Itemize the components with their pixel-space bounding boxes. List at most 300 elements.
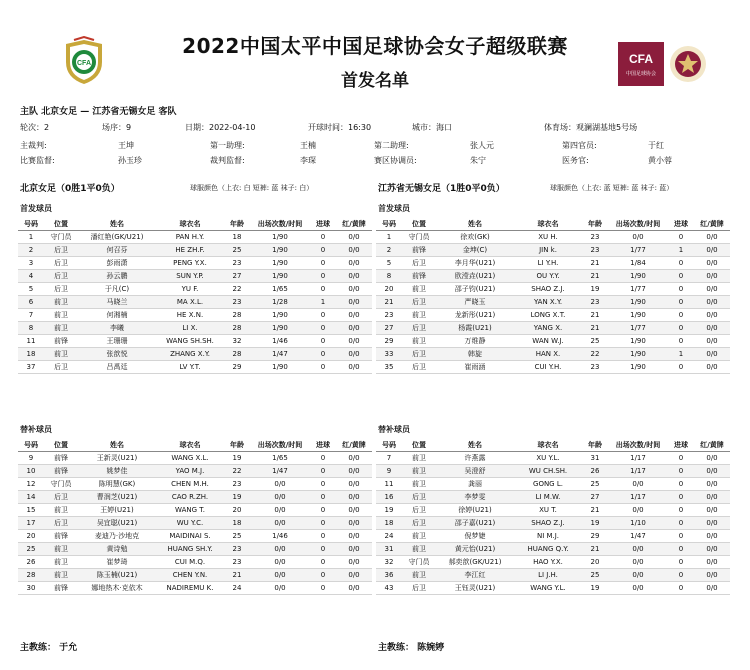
goals-cell: 0	[310, 283, 336, 296]
goals-cell: 0	[310, 257, 336, 270]
player-name-cell: 龙新彤(U21)	[436, 309, 514, 322]
appearances-cell: 1/90	[608, 335, 668, 348]
cards-cell: 0/0	[694, 543, 730, 556]
cards-cell: 0/0	[694, 231, 730, 244]
page-title: 2022中国太平中国足球协会女子超级联赛	[182, 34, 568, 58]
fourth-official-value: 于红	[648, 141, 664, 150]
position-cell: 前卫	[402, 335, 436, 348]
goals-cell: 0	[310, 478, 336, 491]
venue-info: 体育场：观澜湖基地5号场	[544, 123, 638, 132]
table-row	[376, 517, 730, 530]
shirt-name-cell: HAO Y.X.	[514, 556, 582, 569]
goals-cell: 0	[668, 465, 694, 478]
position-cell: 前锋	[402, 244, 436, 257]
goals-cell: 0	[668, 543, 694, 556]
position-cell: 前卫	[44, 569, 78, 582]
player-name-cell: 吴宜聪(U21)	[78, 517, 156, 530]
shirt-name-cell: YANG X.	[514, 322, 582, 335]
ar1-label: 第一助理:	[210, 141, 245, 150]
player-name-cell: 吴澄舒	[436, 465, 514, 478]
player-name-cell: 许燕露	[436, 452, 514, 465]
age-cell: 20	[582, 556, 608, 569]
goals-cell: 0	[310, 569, 336, 582]
goals-cell: 0	[310, 556, 336, 569]
position-cell: 前卫	[44, 556, 78, 569]
age-cell: 31	[582, 452, 608, 465]
jersey-number-cell: 3	[18, 257, 44, 270]
position-cell: 前卫	[402, 465, 436, 478]
age-cell: 29	[224, 361, 250, 374]
appearances-cell: 0/0	[250, 478, 310, 491]
cards-cell: 0/0	[336, 491, 372, 504]
age-cell: 21	[582, 270, 608, 283]
cards-cell: 0/0	[694, 491, 730, 504]
table-row	[18, 556, 372, 569]
appearances-cell: 1/90	[250, 244, 310, 257]
goals-cell: 0	[310, 348, 336, 361]
age-cell: 32	[224, 335, 250, 348]
jersey-number-cell: 18	[18, 348, 44, 361]
goals-cell: 0	[668, 517, 694, 530]
cards-cell: 0/0	[336, 231, 372, 244]
date-info: 日期：2022-04-10	[185, 123, 256, 132]
position-cell: 前卫	[44, 322, 78, 335]
shirt-name-cell: LI M.W.	[514, 491, 582, 504]
column-header-appearances: 出场次数/时间	[608, 218, 668, 231]
age-cell: 23	[224, 257, 250, 270]
shirt-name-cell: SUN Y.P.	[156, 270, 224, 283]
jersey-number-cell: 20	[376, 283, 402, 296]
position-cell: 前卫	[402, 283, 436, 296]
age-cell: 24	[224, 582, 250, 595]
goals-cell: 0	[668, 283, 694, 296]
jersey-number-cell: 12	[18, 478, 44, 491]
cards-cell: 0/0	[694, 569, 730, 582]
appearances-cell: 1/77	[608, 322, 668, 335]
home-subs-table	[18, 439, 372, 595]
shirt-name-cell: WANG SH.SH.	[156, 335, 224, 348]
jersey-number-cell: 33	[376, 348, 402, 361]
player-name-cell: 邵子嘉(U21)	[436, 517, 514, 530]
age-cell: 18	[224, 231, 250, 244]
cards-cell: 0/0	[336, 335, 372, 348]
position-cell: 守门员	[44, 478, 78, 491]
shirt-name-cell: HE X.N.	[156, 309, 224, 322]
player-name-cell: 何湘楠	[78, 309, 156, 322]
column-header-player-name: 姓名	[78, 439, 156, 452]
goals-cell: 0	[668, 322, 694, 335]
player-name-cell: 万维静	[436, 335, 514, 348]
goals-cell: 0	[668, 556, 694, 569]
ar1-value: 王楠	[300, 141, 316, 150]
jersey-number-cell: 8	[18, 322, 44, 335]
jersey-number-cell: 6	[18, 296, 44, 309]
player-name-cell: 徐欢(GK)	[436, 231, 514, 244]
shirt-name-cell: HUANG Q.Y.	[514, 543, 582, 556]
appearances-cell: 0/0	[608, 569, 668, 582]
ar2-value: 张人元	[470, 141, 494, 150]
cards-cell: 0/0	[694, 348, 730, 361]
player-name-cell: 李月华(U21)	[436, 257, 514, 270]
appearances-cell: 1/77	[608, 244, 668, 257]
shirt-name-cell: YAO M.J.	[156, 465, 224, 478]
cards-cell: 0/0	[694, 335, 730, 348]
column-header-goals: 进球	[310, 218, 336, 231]
column-header-position: 位置	[44, 218, 78, 231]
ar2-label: 第二助理:	[374, 141, 409, 150]
player-name-cell: 李梦雯	[436, 491, 514, 504]
shirt-name-cell: MAIDINAI S.	[156, 530, 224, 543]
appearances-cell: 1/90	[250, 257, 310, 270]
column-header-age: 年龄	[582, 439, 608, 452]
age-cell: 23	[224, 296, 250, 309]
position-cell: 前锋	[44, 452, 78, 465]
supervisor-value: 孙玉珍	[118, 156, 142, 165]
jersey-number-cell: 11	[376, 478, 402, 491]
cards-cell: 0/0	[336, 478, 372, 491]
shirt-name-cell: CHEN M.H.	[156, 478, 224, 491]
player-name-cell: 李曦	[78, 322, 156, 335]
cards-cell: 0/0	[336, 244, 372, 257]
age-cell: 26	[582, 465, 608, 478]
shirt-name-cell: XU T.	[514, 504, 582, 517]
jersey-number-cell: 35	[376, 361, 402, 374]
shirt-name-cell: HUANG SH.Y.	[156, 543, 224, 556]
cards-cell: 0/0	[694, 257, 730, 270]
position-cell: 守门员	[44, 231, 78, 244]
appearances-cell: 0/0	[250, 543, 310, 556]
shirt-name-cell: WANG X.L.	[156, 452, 224, 465]
cards-cell: 0/0	[694, 582, 730, 595]
position-cell: 后卫	[402, 582, 436, 595]
jersey-number-cell: 5	[18, 283, 44, 296]
position-cell: 后卫	[402, 322, 436, 335]
player-name-cell: 娜地热木·克依木	[78, 582, 156, 595]
player-name-cell: 黄诗勉	[78, 543, 156, 556]
appearances-cell: 0/0	[250, 491, 310, 504]
jersey-number-cell: 15	[18, 504, 44, 517]
column-header-age: 年龄	[224, 439, 250, 452]
position-cell: 前卫	[402, 543, 436, 556]
column-header-appearances: 出场次数/时间	[608, 439, 668, 452]
jersey-number-cell: 27	[376, 322, 402, 335]
position-cell: 后卫	[402, 296, 436, 309]
position-cell: 前锋	[44, 465, 78, 478]
age-cell: 20	[224, 504, 250, 517]
jersey-number-cell: 2	[376, 244, 402, 257]
appearances-cell: 1/65	[250, 283, 310, 296]
column-header-jersey-number: 号码	[18, 218, 44, 231]
age-cell: 23	[582, 361, 608, 374]
table-row	[18, 504, 372, 517]
age-cell: 19	[224, 452, 250, 465]
age-cell: 23	[224, 543, 250, 556]
table-row	[376, 465, 730, 478]
cfa-logo-left-text: CFA	[77, 60, 91, 67]
table-row	[376, 556, 730, 569]
home-kit-colors: 球服颜色（上衣: 白 短裤: 蓝 袜子: 白）	[190, 184, 314, 192]
away-head-coach: 主教练： 陈婉婷	[378, 643, 445, 653]
column-header-goals: 进球	[310, 439, 336, 452]
age-cell: 23	[224, 556, 250, 569]
goals-cell: 1	[668, 244, 694, 257]
age-cell: 28	[224, 348, 250, 361]
age-cell: 25	[224, 530, 250, 543]
player-name-cell: 姚梦佳	[78, 465, 156, 478]
position-cell: 后卫	[44, 270, 78, 283]
table-row	[376, 257, 730, 270]
table-row	[18, 322, 372, 335]
appearances-cell: 1/17	[608, 452, 668, 465]
position-cell: 前卫	[402, 530, 436, 543]
player-name-cell: 何召芬	[78, 244, 156, 257]
appearances-cell: 0/0	[608, 556, 668, 569]
shirt-name-cell: MA X.L.	[156, 296, 224, 309]
jersey-number-cell: 28	[18, 569, 44, 582]
appearances-cell: 1/17	[608, 465, 668, 478]
shirt-name-cell: HAN X.	[514, 348, 582, 361]
goals-cell: 0	[310, 504, 336, 517]
player-name-cell: 王婷(U21)	[78, 504, 156, 517]
appearances-cell: 1/77	[608, 283, 668, 296]
table-row	[18, 348, 372, 361]
table-row	[376, 582, 730, 595]
supervisor-label: 比赛监督:	[20, 156, 55, 165]
home-subs-label: 替补球员	[20, 425, 52, 434]
player-name-cell: 陈玉楠(U21)	[78, 569, 156, 582]
goals-cell: 0	[310, 452, 336, 465]
goals-cell: 0	[668, 361, 694, 374]
column-header-shirt-name: 球衣名	[156, 218, 224, 231]
age-cell: 25	[224, 244, 250, 257]
shirt-name-cell: GONG L.	[514, 478, 582, 491]
position-cell: 前卫	[44, 543, 78, 556]
goals-cell: 0	[310, 335, 336, 348]
match-no-info: 场序：9	[102, 123, 132, 132]
appearances-cell: 1/47	[608, 530, 668, 543]
shirt-name-cell: OU Y.Y.	[514, 270, 582, 283]
cards-cell: 0/0	[694, 517, 730, 530]
age-cell: 21	[582, 309, 608, 322]
column-header-player-name: 姓名	[78, 218, 156, 231]
cards-cell: 0/0	[336, 452, 372, 465]
referee-label: 主裁判:	[20, 141, 47, 150]
position-cell: 前锋	[44, 335, 78, 348]
appearances-cell: 1/28	[250, 296, 310, 309]
shirt-name-cell: HE ZH.F.	[156, 244, 224, 257]
cards-cell: 0/0	[336, 465, 372, 478]
goals-cell: 0	[668, 309, 694, 322]
player-name-cell: 崔梦琦	[78, 556, 156, 569]
jersey-number-cell: 20	[18, 530, 44, 543]
cards-cell: 0/0	[694, 556, 730, 569]
player-name-cell: 韩旋	[436, 348, 514, 361]
shirt-name-cell: PAN H.Y.	[156, 231, 224, 244]
column-header-position: 位置	[402, 218, 436, 231]
table-row	[18, 231, 372, 244]
appearances-cell: 1/65	[250, 452, 310, 465]
appearances-cell: 1/47	[250, 348, 310, 361]
appearances-cell: 1/90	[608, 270, 668, 283]
age-cell: 19	[582, 582, 608, 595]
position-cell: 前卫	[402, 569, 436, 582]
jersey-number-cell: 2	[18, 244, 44, 257]
cfa-logo-right-sub: 中国足球协会	[625, 71, 657, 77]
position-cell: 前锋	[402, 270, 436, 283]
goals-cell: 0	[668, 296, 694, 309]
goals-cell: 0	[668, 452, 694, 465]
player-name-cell: 张歆悦	[78, 348, 156, 361]
age-cell: 28	[224, 322, 250, 335]
table-row	[18, 257, 372, 270]
table-row	[18, 543, 372, 556]
goals-cell: 0	[310, 530, 336, 543]
goals-cell: 0	[668, 257, 694, 270]
table-row	[18, 569, 372, 582]
cards-cell: 0/0	[694, 244, 730, 257]
position-cell: 守门员	[402, 231, 436, 244]
jersey-number-cell: 43	[376, 582, 402, 595]
player-name-cell: 陈明慧(GK)	[78, 478, 156, 491]
player-name-cell: 孙云鹏	[78, 270, 156, 283]
player-name-cell: 李江红	[436, 569, 514, 582]
column-header-cards: 红/黄牌	[694, 218, 730, 231]
away-subs-label: 替补球员	[378, 425, 410, 434]
fourth-official-label: 第四官员:	[562, 141, 597, 150]
cards-cell: 0/0	[694, 452, 730, 465]
table-row	[18, 361, 372, 374]
appearances-cell: 1/47	[250, 465, 310, 478]
table-row	[376, 335, 730, 348]
goals-cell: 0	[668, 270, 694, 283]
column-header-position: 位置	[44, 439, 78, 452]
position-cell: 后卫	[44, 283, 78, 296]
shirt-name-cell: WANG T.	[156, 504, 224, 517]
jersey-number-cell: 11	[18, 335, 44, 348]
goals-cell: 0	[310, 517, 336, 530]
player-name-cell: 于凡(C)	[78, 283, 156, 296]
table-row	[376, 231, 730, 244]
position-cell: 前卫	[44, 504, 78, 517]
column-header-age: 年龄	[582, 218, 608, 231]
column-header-player-name: 姓名	[436, 439, 514, 452]
age-cell: 19	[582, 517, 608, 530]
shirt-name-cell: YAN X.Y.	[514, 296, 582, 309]
appearances-cell: 0/0	[250, 504, 310, 517]
player-name-cell: 王珊珊	[78, 335, 156, 348]
jersey-number-cell: 31	[376, 543, 402, 556]
table-row	[18, 270, 372, 283]
goals-cell: 1	[310, 296, 336, 309]
goals-cell: 0	[668, 582, 694, 595]
cards-cell: 0/0	[336, 556, 372, 569]
column-header-goals: 进球	[668, 218, 694, 231]
age-cell: 21	[582, 322, 608, 335]
jersey-number-cell: 26	[18, 556, 44, 569]
age-cell: 27	[224, 270, 250, 283]
city-info: 城市：海口	[412, 123, 452, 132]
table-row	[18, 517, 372, 530]
jersey-number-cell: 24	[376, 530, 402, 543]
appearances-cell: 1/10	[608, 517, 668, 530]
cards-cell: 0/0	[336, 270, 372, 283]
cards-cell: 0/0	[336, 582, 372, 595]
player-name-cell: 倪梦婕	[436, 530, 514, 543]
goals-cell: 0	[668, 231, 694, 244]
position-cell: 后卫	[44, 491, 78, 504]
position-cell: 前锋	[44, 530, 78, 543]
position-cell: 前卫	[402, 452, 436, 465]
table-row	[18, 244, 372, 257]
table-row	[376, 452, 730, 465]
shirt-name-cell: LONG X.T.	[514, 309, 582, 322]
goals-cell: 0	[668, 335, 694, 348]
player-name-cell: 崔雨涵	[436, 361, 514, 374]
round-info: 轮次：2	[20, 123, 50, 132]
table-header-row	[376, 439, 730, 452]
position-cell: 守门员	[402, 556, 436, 569]
goals-cell: 0	[668, 530, 694, 543]
shirt-name-cell: NADIREMU K.	[156, 582, 224, 595]
away-starters-table	[376, 218, 730, 374]
position-cell: 后卫	[44, 361, 78, 374]
shirt-name-cell: CUI Y.H.	[514, 361, 582, 374]
player-name-cell: 马晓兰	[78, 296, 156, 309]
home-head-coach: 主教练： 于允	[20, 643, 78, 653]
table-row	[18, 309, 372, 322]
player-name-cell: 龚丽	[436, 478, 514, 491]
jersey-number-cell: 32	[376, 556, 402, 569]
shirt-name-cell: NI M.J.	[514, 530, 582, 543]
player-name-cell: 杨霞(U21)	[436, 322, 514, 335]
appearances-cell: 1/84	[608, 257, 668, 270]
jersey-number-cell: 7	[18, 309, 44, 322]
cards-cell: 0/0	[694, 361, 730, 374]
cfa-logo-right-text: CFA	[629, 52, 653, 66]
table-row	[18, 452, 372, 465]
goals-cell: 1	[668, 348, 694, 361]
cards-cell: 0/0	[336, 283, 372, 296]
coordinator-label: 赛区协调员:	[374, 156, 417, 165]
goals-cell: 0	[310, 361, 336, 374]
coordinator-value: 朱宁	[470, 156, 486, 165]
table-row	[376, 530, 730, 543]
jersey-number-cell: 16	[376, 491, 402, 504]
age-cell: 23	[224, 478, 250, 491]
table-row	[376, 361, 730, 374]
position-cell: 前卫	[44, 309, 78, 322]
shirt-name-cell: WU CH.SH.	[514, 465, 582, 478]
player-name-cell: 麦迪乃·沙地克	[78, 530, 156, 543]
table-row	[376, 478, 730, 491]
away-kit-colors: 球服颜色（上衣: 蓝 短裤: 蓝 袜子: 蓝）	[550, 184, 674, 192]
goals-cell: 0	[668, 504, 694, 517]
appearances-cell: 0/0	[608, 231, 668, 244]
cards-cell: 0/0	[694, 270, 730, 283]
shirt-name-cell: WU Y.C.	[156, 517, 224, 530]
player-name-cell: 徐婷(U21)	[436, 504, 514, 517]
cards-cell: 0/0	[694, 283, 730, 296]
shirt-name-cell: WANG Y.L.	[514, 582, 582, 595]
shirt-name-cell: CHEN Y.N.	[156, 569, 224, 582]
appearances-cell: 1/46	[250, 530, 310, 543]
player-name-cell: 吕禹廷	[78, 361, 156, 374]
jersey-number-cell: 5	[376, 257, 402, 270]
jersey-number-cell: 18	[376, 517, 402, 530]
appearances-cell: 0/0	[250, 569, 310, 582]
referee-value: 王坤	[118, 141, 134, 150]
age-cell: 23	[582, 244, 608, 257]
